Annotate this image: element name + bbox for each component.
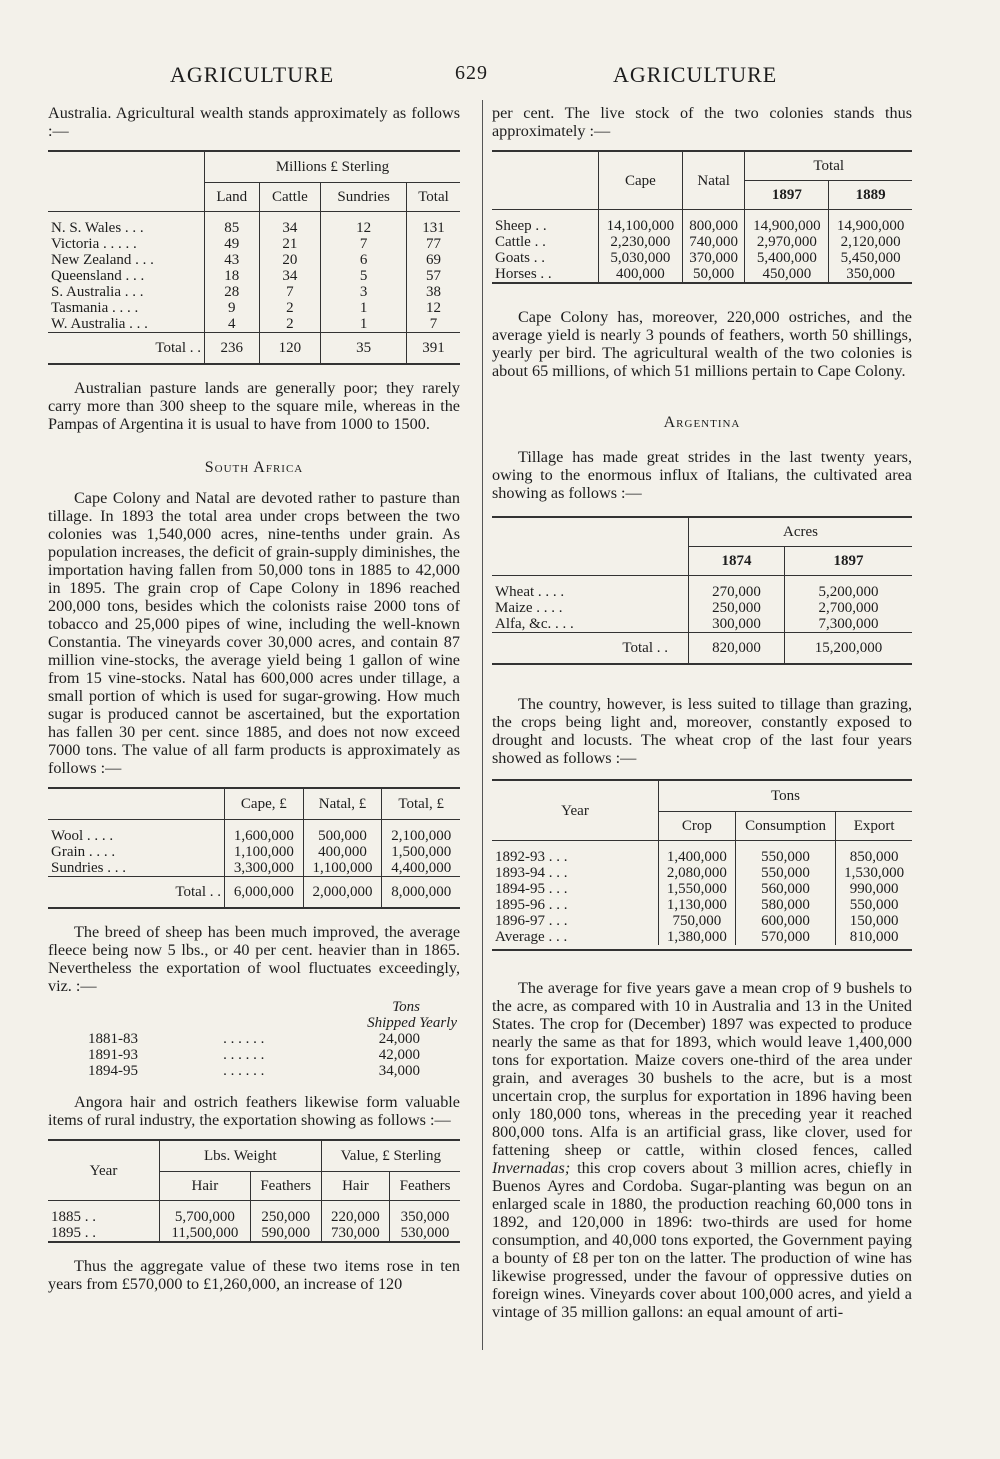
acres-total-label: Total . . [622,640,668,656]
australia-row-cell: 1 [321,316,407,333]
australia-row-cell: 7 [321,236,407,252]
wheat-crop-table [492,779,912,945]
acres-total-cell: 820,000 [689,633,785,665]
wheat-row [492,865,912,881]
acres-year-header: 1874 [689,547,785,576]
australia-row-cell: 85 [205,212,260,237]
argentina-closing-paragraph [492,979,912,1321]
wheat-row-cell: 2,080,000 [659,865,736,881]
acres-row-label: Alfa, &c. . . . [495,616,574,632]
livestock-row-label: Horses . . [495,266,552,282]
left-column [48,104,460,1293]
australia-row-cell: 77 [406,236,460,252]
farm-col-header: Total, £ [382,788,460,820]
wheat-row-cell: 1,550,000 [659,881,736,897]
wool-year: 1891-93 [88,1047,138,1063]
acres-total-cell: 15,200,000 [785,633,912,665]
acres-row-cell: 270,000 [689,576,785,601]
wool-row [48,1047,460,1063]
farm-row-label: Grain . . . . [51,844,116,860]
farm-row-label: Wool . . . . [51,828,114,844]
wheat-consumption-header: Consumption [735,812,836,841]
australia-row-cell: 49 [205,236,260,252]
wheat-row-cell: 1,400,000 [659,841,736,866]
wool-value: 42,000 [378,1047,420,1063]
livestock-table [492,150,912,282]
livestock-row [492,234,912,250]
sheep-paragraph: The breed of sheep has been much improved, the average fleece being now 5 lbs., or 40 per cent. heavier than in 1865. Nevertheless the exportation of wool fluctuates exceedingly, viz. :— [48,923,460,995]
livestock-year-header: 1889 [829,181,912,210]
wheat-row-label: 1894-95 . . . [495,881,568,897]
livestock-row-cell: 2,120,000 [829,234,912,250]
australia-row [48,284,460,300]
australia-col-header: Sundries [321,183,407,212]
wool-leader: . . . . . . [223,1047,265,1063]
australia-total-cell: 236 [205,333,260,365]
australia-row-cell: 43 [205,252,260,268]
livestock-natal-header: Natal [682,151,745,210]
aggregate-paragraph: Thus the aggregate value of these two items rose in ten years from £570,000 to £1,260,000, an increase of 120 [48,1257,460,1293]
livestock-cape-header: Cape [599,151,683,210]
farm-col-header: Natal, £ [303,788,382,820]
australia-row-cell: 131 [406,212,460,237]
livestock-row-cell: 5,450,000 [829,250,912,266]
farm-row-cell: 3,300,000 [225,860,304,877]
wool-value: 34,000 [378,1063,420,1079]
livestock-row-cell: 740,000 [682,234,745,250]
australia-total-cell: 35 [321,333,407,365]
australia-row [48,212,460,237]
farm-row-label: Sundries . . . [51,860,126,876]
wheat-row [492,913,912,929]
australia-col-header: Total [406,183,460,212]
australia-row-label: N. S. Wales . . . [51,220,144,236]
angora-feathers-header: Feathers [390,1172,460,1201]
running-head-left: AGRICULTURE [170,62,335,87]
farm-row-cell: 400,000 [303,844,382,860]
farm-row-cell: 2,100,000 [382,820,460,845]
wool-export-table [48,999,460,1079]
wheat-row-cell: 1,380,000 [659,929,736,945]
angora-feathers-header: Feathers [250,1172,321,1201]
wheat-row [492,897,912,913]
acres-row [492,576,912,601]
angora-row-label: 1895 . . [51,1225,96,1241]
australia-row-label: S. Australia . . . [51,284,144,300]
wool-year: 1881-83 [88,1031,138,1047]
australia-intro: Australia. Agricultural wealth stands approximately as follows :— [48,104,460,140]
livestock-row-cell: 450,000 [745,266,829,282]
farm-col-header: Cape, £ [225,788,304,820]
australia-row-cell: 2 [259,316,321,333]
farm-row-cell: 1,600,000 [225,820,304,845]
wheat-row-cell: 810,000 [836,929,912,945]
livestock-row-label: Cattle . . [495,234,546,250]
wheat-row-cell: 580,000 [735,897,836,913]
wheat-row-cell: 550,000 [735,865,836,881]
pasture-paragraph: Australian pasture lands are generally poor; they rarely carry more than 300 sheep to the square mile, whereas in the Pampas of Argentina it is usual to have from 1000 to 1500. [48,379,460,433]
australia-row-cell: 21 [259,236,321,252]
acres-row-cell: 5,200,000 [785,576,912,601]
wheat-row-cell: 1,530,000 [836,865,912,881]
wheat-row-label: 1895-96 . . . [495,897,568,913]
wheat-row-cell: 570,000 [735,929,836,945]
livestock-total-header: Total [745,151,912,181]
australia-row-cell: 12 [406,300,460,316]
australia-col-header: Land [205,183,260,212]
wool-row [48,1031,460,1047]
acres-row-cell: 7,300,000 [785,616,912,633]
livestock-year-header: 1897 [745,181,829,210]
livestock-row-label: Sheep . . [495,218,547,234]
farm-total-cell: 2,000,000 [303,877,382,909]
farm-row-cell: 1,100,000 [225,844,304,860]
australia-row-cell: 3 [321,284,407,300]
livestock-row [492,250,912,266]
australia-row-cell: 7 [259,284,321,300]
livestock-row [492,266,912,282]
angora-row-label: 1885 . . [51,1209,96,1225]
australia-row-label: Victoria . . . . . [51,236,137,252]
acres-row [492,616,912,633]
australia-row-cell: 20 [259,252,321,268]
wheat-year-header: Year [561,802,589,819]
farm-products-table [48,787,460,909]
closing-text-a: The average for five years gave a mean crop of 9 bushels to the acre, as compared with 10 in Australia and 13 in the United States. The crop for (December) 1897 was expected to produce nearly the same as that for 1893, which would leave 1,400,000 tons for exportation. Maize covers one-third of the area under grain, and averages 30 bushels to the acre, but is a most uncertain crop, the surplus for exportation in 1896 having been only 180,000 tons, whereas in the preceding year it reached 800,000 tons. Alfa is an artificial grass, like clover, used for fattening sheep or cattle, within closed fences, called [492,979,912,1159]
angora-value-header: Value, £ Sterling [321,1140,460,1172]
farm-row-cell: 500,000 [303,820,382,845]
farm-total-cell: 8,000,000 [382,877,460,909]
australia-row-cell: 34 [259,212,321,237]
closing-text-b: this crop covers about 3 million acres, chiefly in Buenos Ayres and Cordoba. Sugar-planting was begun on an enlarged scale in 1880, the production reaching 60,000 tons in 1892, and 120,000 in 1896: two-thirds are used for home consumption, and 40,000 tons exported, the Government paying a bounty of £8 per ton on the latter. The production of wine has likewise progressed, under the favour of oppressive duties on foreign wines. Vineyards cover about 100,000 acres, and yield a vintage of 35 million gallons: an equal amount of arti- [492,1159,912,1321]
livestock-row-cell: 50,000 [682,266,745,282]
australia-row [48,252,460,268]
wheat-export-header: Export [836,812,912,841]
australia-row-cell: 5 [321,268,407,284]
acres-row-label: Wheat . . . . [495,584,565,600]
australia-row-cell: 69 [406,252,460,268]
australia-row [48,268,460,284]
wheat-row-cell: 550,000 [735,841,836,866]
wheat-row-cell: 600,000 [735,913,836,929]
farm-total-label: Total . . [175,884,221,900]
australia-row-label: Tasmania . . . . [51,300,139,316]
angora-paragraph: Angora hair and ostrich feathers likewise form valuable items of rural industry, the exportation showing as follows :— [48,1093,460,1129]
australia-row-label: Queensland . . . [51,268,145,284]
farm-row [48,820,460,845]
livestock-row-label: Goats . . [495,250,545,266]
angora-row-cell: 220,000 [321,1201,389,1226]
farm-row [48,844,460,860]
livestock-row-cell: 14,900,000 [829,210,912,235]
australia-row [48,300,460,316]
wheat-row [492,881,912,897]
livestock-row-cell: 5,400,000 [745,250,829,266]
acres-row-cell: 2,700,000 [785,600,912,616]
australia-row-cell: 7 [406,316,460,333]
angora-hair-header: Hair [160,1172,251,1201]
livestock-row-cell: 14,900,000 [745,210,829,235]
acres-row-cell: 250,000 [689,600,785,616]
page-number: 629 [455,62,488,84]
australia-row-cell: 34 [259,268,321,284]
australia-group-header: Millions £ Sterling [205,151,461,183]
invernadas-term: Invernadas; [492,1159,571,1177]
column-divider [482,100,483,1350]
wool-year: 1894-95 [88,1063,138,1079]
angora-row-cell: 730,000 [321,1225,389,1241]
livestock-row-cell: 800,000 [682,210,745,235]
australia-col-header: Cattle [259,183,321,212]
australia-row-cell: 57 [406,268,460,284]
country-paragraph: The country, however, is less suited to tillage than grazing, the crops being light and, moreover, constantly exposed to drought and locusts. The wheat crop of the last four years showed as follows :— [492,695,912,767]
wheat-row-cell: 750,000 [659,913,736,929]
australia-row-cell: 6 [321,252,407,268]
acres-year-header: 1897 [785,547,912,576]
australia-table [48,150,460,365]
livestock-row-cell: 14,100,000 [599,210,683,235]
wheat-row-label: 1893-94 . . . [495,865,568,881]
angora-row [48,1225,460,1241]
australia-row-cell: 4 [205,316,260,333]
angora-table [48,1139,460,1241]
acres-row-label: Maize . . . . [495,600,563,616]
australia-row [48,236,460,252]
acres-table [492,516,912,665]
wool-value: 24,000 [378,1031,420,1047]
farm-total-cell: 6,000,000 [225,877,304,909]
acres-header: Acres [689,517,913,547]
wheat-row-label: 1896-97 . . . [495,913,568,929]
angora-row-cell: 350,000 [390,1201,460,1226]
argentina-heading: Argentina [663,414,741,431]
livestock-row-cell: 350,000 [829,266,912,282]
angora-row-cell: 11,500,000 [160,1225,251,1241]
australia-row-cell: 9 [205,300,260,316]
wool-row [48,1063,460,1079]
livestock-intro: per cent. The live stock of the two colonies stands thus approximately :— [492,104,912,140]
farm-row-cell: 1,500,000 [382,844,460,860]
wheat-row-cell: 990,000 [836,881,912,897]
wool-leader: . . . . . . [223,1031,265,1047]
south-africa-paragraph: Cape Colony and Natal are devoted rather to pasture than tillage. In 1893 the total area under crops between the two colonies was 1,540,000 acres, nine-tenths under grain. As population increases, the deficit of grain-supply diminishes, the importation having fallen from 50,000 tons in 1885 to 42,000 in 1895. The grain crop of Cape Colony in 1896 reached 200,000 tons, besides which the colonists raise 2000 tons of tobacco and 25,000 pipes of wine, including the well-known Constantia. The vineyards cover 30,000 acres, and contain 87 million vine-stocks, the average yield being 1 gallon of wine from 15 vine-stocks. Natal has 600,000 acres under tillage, a small portion of which is used for sugar-growing. How much sugar is produced cannot be ascertained, but the exportation has fallen 30 per cent. since 1885, and does not now exceed 7000 tons. The value of all farm products is approximately as follows :— [48,489,460,777]
farm-row-cell: 4,400,000 [382,860,460,877]
tillage-paragraph: Tillage has made great strides in the last twenty years, owing to the enormous influx of Italians, the cultivated area showing as follows :— [492,448,912,502]
angora-row [48,1201,460,1226]
australia-row-cell: 12 [321,212,407,237]
right-column [492,104,912,1321]
running-head-right: AGRICULTURE [613,62,778,87]
livestock-row-cell: 400,000 [599,266,683,282]
wheat-row-label: 1892-93 . . . [495,849,568,865]
farm-row-cell: 1,100,000 [303,860,382,877]
australia-row-cell: 28 [205,284,260,300]
south-africa-heading: South Africa [204,459,304,476]
australia-row-label: New Zealand . . . [51,252,154,268]
angora-row-cell: 250,000 [250,1201,321,1226]
wool-leader: . . . . . . [223,1063,265,1079]
australia-row-cell: 2 [259,300,321,316]
wheat-row-cell: 550,000 [836,897,912,913]
angora-year-header: Year [89,1162,118,1179]
angora-row-cell: 5,700,000 [160,1201,251,1226]
wheat-row [492,841,912,866]
livestock-row-cell: 370,000 [682,250,745,266]
australia-row [48,316,460,333]
livestock-row-cell: 5,030,000 [599,250,683,266]
australia-row-cell: 18 [205,268,260,284]
acres-row [492,600,912,616]
acres-row-cell: 300,000 [689,616,785,633]
livestock-row [492,210,912,235]
australia-total-cell: 391 [406,333,460,365]
australia-row-cell: 38 [406,284,460,300]
wheat-tons-header: Tons [659,780,913,812]
australia-total-cell: 120 [259,333,321,365]
farm-row [48,860,460,877]
wheat-row-cell: 850,000 [836,841,912,866]
livestock-row-cell: 2,230,000 [599,234,683,250]
wheat-crop-header: Crop [659,812,736,841]
angora-row-cell: 590,000 [250,1225,321,1241]
wheat-row-label: Average . . . [495,929,568,945]
wheat-row-cell: 560,000 [735,881,836,897]
angora-lbs-header: Lbs. Weight [160,1140,322,1172]
angora-hair-header: Hair [321,1172,389,1201]
ostrich-paragraph: Cape Colony has, moreover, 220,000 ostriches, and the average yield is nearly 3 pounds of feathers, worth 50 shillings, yearly per bird. The agricultural wealth of the two colonies is about 65 millions, of which 51 millions pertain to Cape Colony. [492,308,912,380]
wheat-row-cell: 150,000 [836,913,912,929]
australia-row-label: W. Australia . . . [51,316,148,332]
wheat-row-cell: 1,130,000 [659,897,736,913]
australia-row-cell: 1 [321,300,407,316]
livestock-row-cell: 2,970,000 [745,234,829,250]
australia-total-label: Total . . [155,340,201,356]
wool-header-tons: Tons [392,999,420,1015]
wool-header-shipped: Shipped Yearly [367,1015,457,1031]
angora-row-cell: 530,000 [390,1225,460,1241]
wheat-row [492,929,912,945]
